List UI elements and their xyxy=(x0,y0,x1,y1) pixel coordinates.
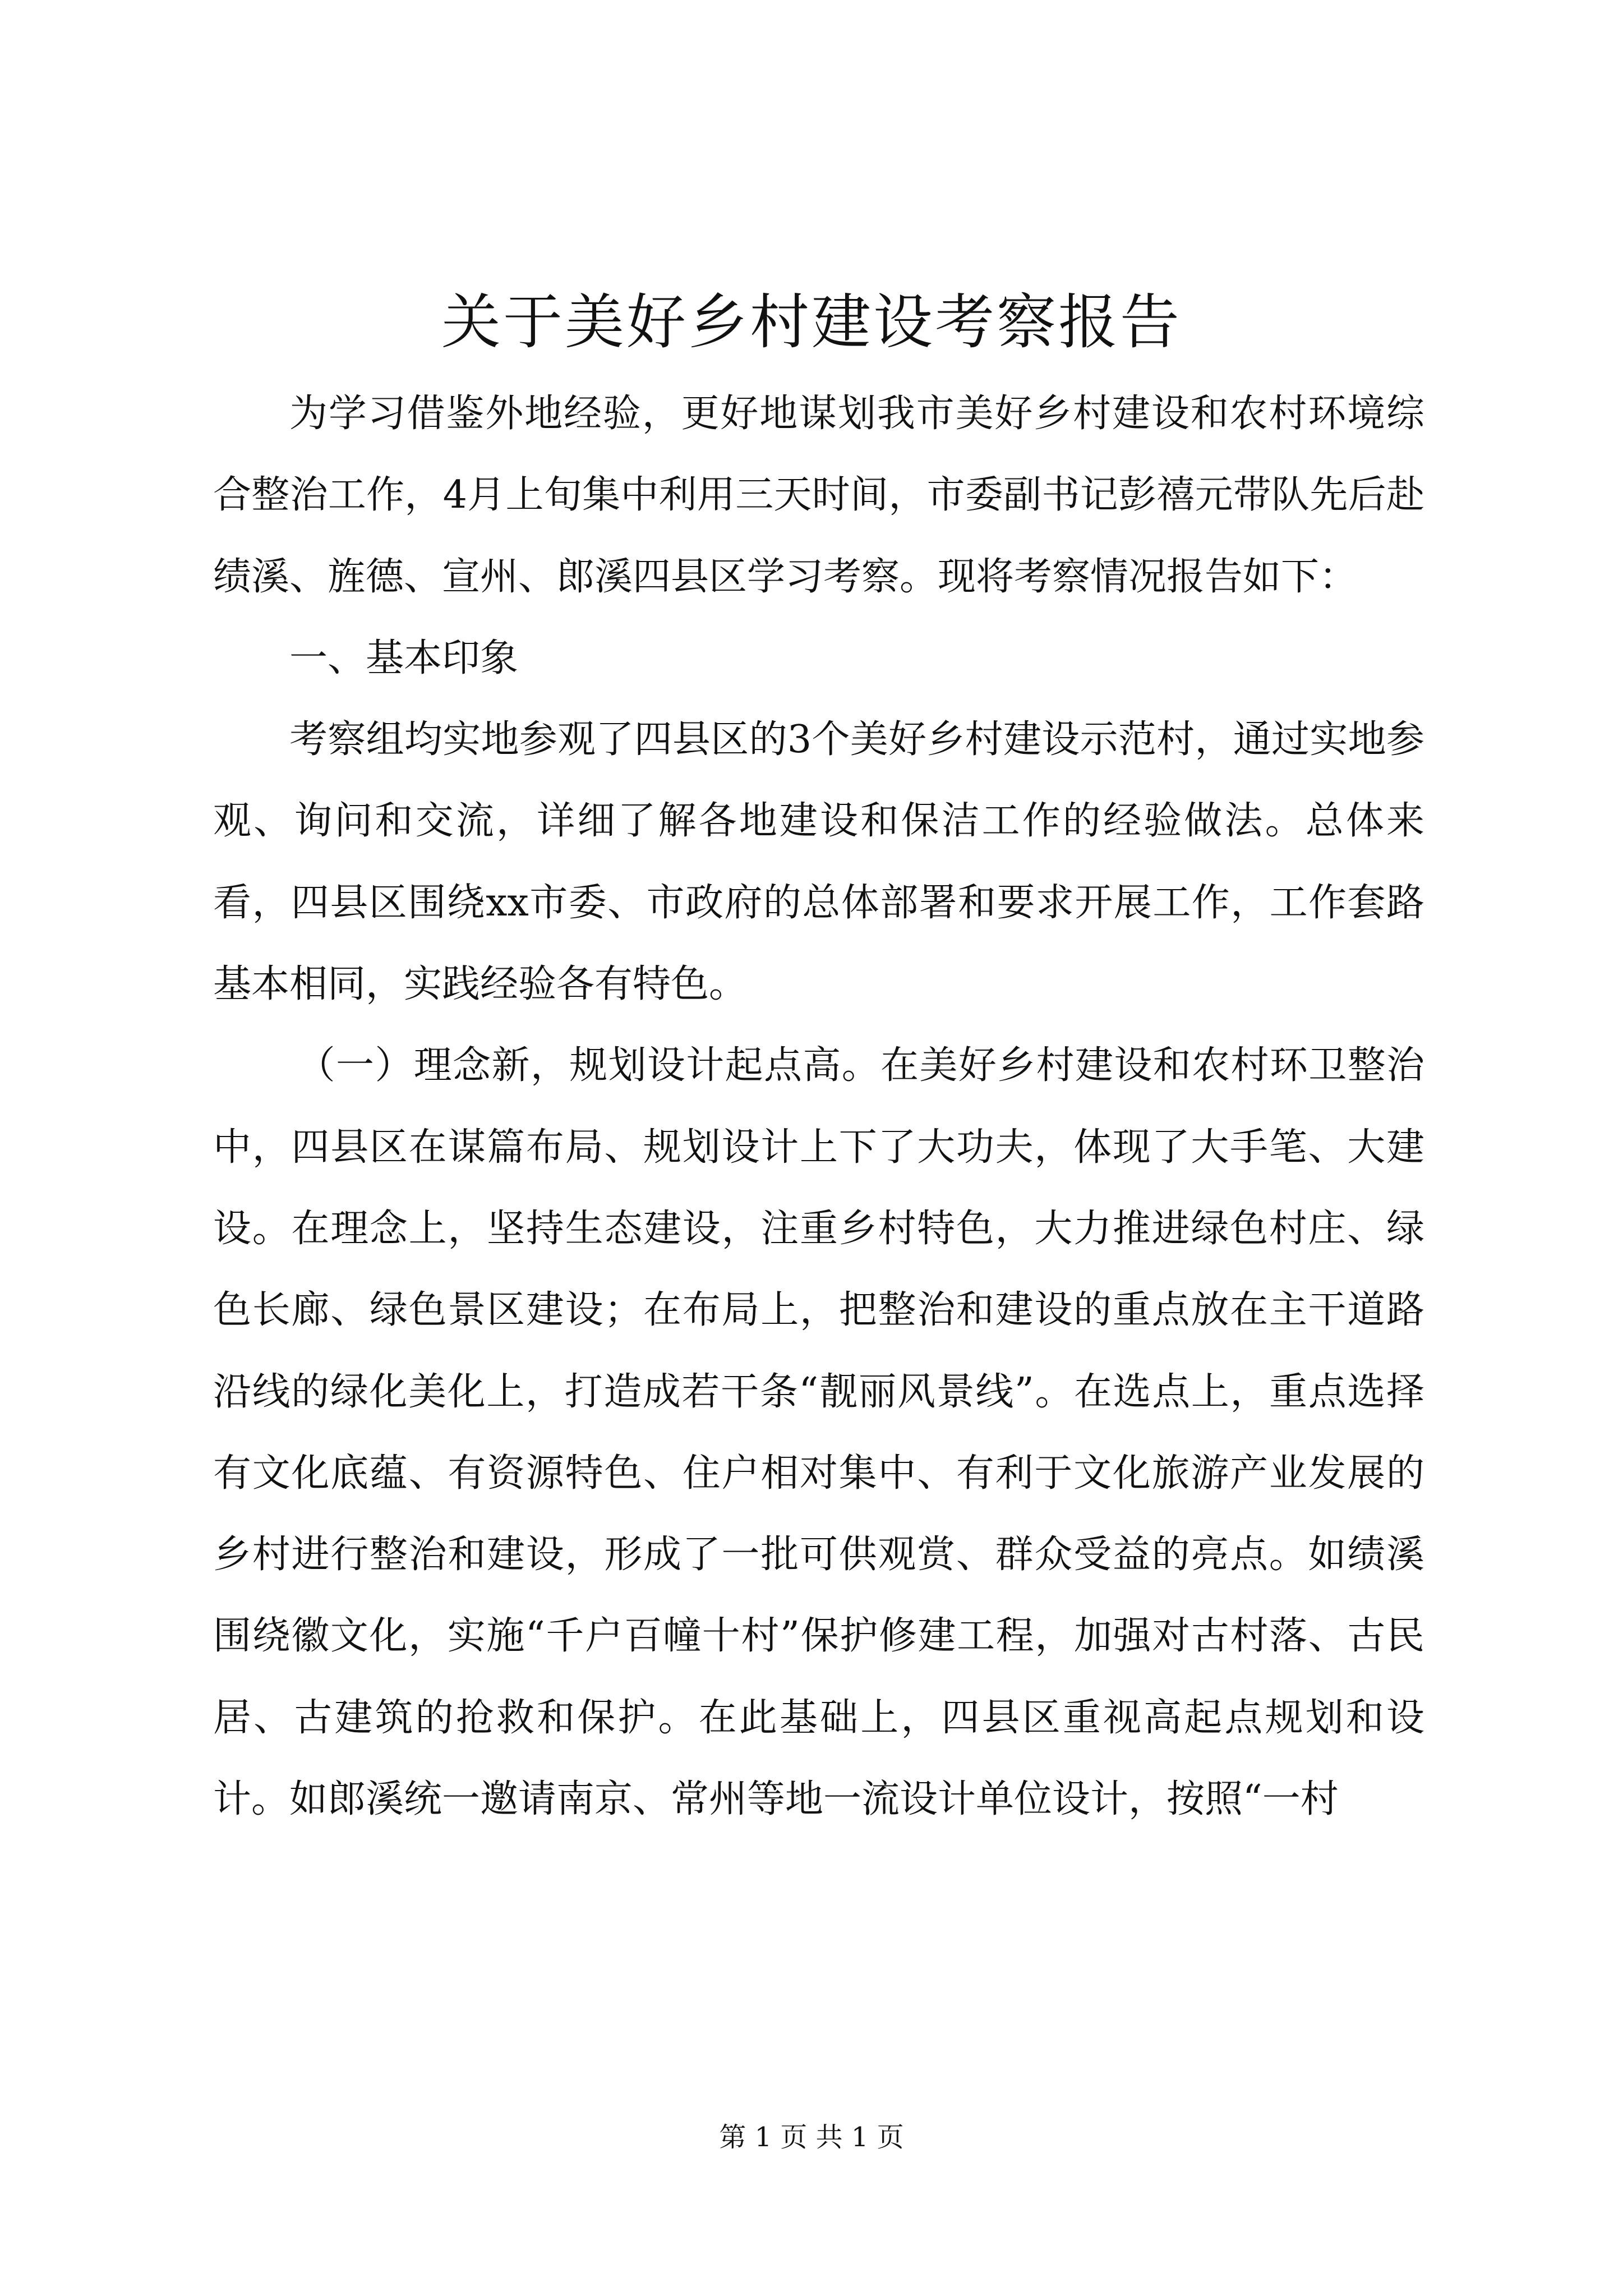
document-body xyxy=(213,373,1424,1840)
page-footer: 第 1 页 共 1 页 xyxy=(719,2122,904,2153)
intro-paragraph: 为学习借鉴外地经验，更好地谋划我市美好乡村建设和农村环境综合整治工作，4月上旬集中利用三天时间，市委副书记彭禧元带队先后赴绩溪、旌德、宣州、郎溪四县区学习考察。现将考察情况报告如下： xyxy=(213,392,1424,599)
section-heading: 一、基本印象 xyxy=(289,636,519,680)
subsection-paragraph: （一）理念新，规划设计起点高。在美好乡村建设和农村环卫整治中，四县区在谋篇布局、规划设计上下了大功夫，体现了大手笔、大建设。在理念上，坚持生态建设，注重乡村特色，大力推进绿色村庄、绿色长廊、绿色景区建设；在布局上，把整治和建设的重点放在主干道路沿线的绿化美化上，打造成若干条“靓丽风景线”。在选点上，重点选择有文化底蕴、有资源特色、住户相对集中、有利于文化旅游产业发展的乡村进行整治和建设，形成了一批可供观赏、群众受益的亮点。如绩溪围绕徽文化，实施“千户百幢十村”保护修建工程，加强对古村落、古民居、古建筑的抢救和保护。在此基础上，四县区重视高起点规划和设计。如郎溪统一邀请南京、常州等地一流设计单位设计，按照“一村 xyxy=(213,1043,1424,1822)
overview-paragraph: 考察组均实地参观了四县区的3个美好乡村建设示范村，通过实地参观、询问和交流，详细了解各地建设和保洁工作的经验做法。总体来看，四县区围绕xx市委、市政府的总体部署和要求开展工作，工作套路基本相同，实践经验各有特色。 xyxy=(213,717,1424,1007)
document-title: 关于美好乡村建设考察报告 xyxy=(441,288,1182,357)
